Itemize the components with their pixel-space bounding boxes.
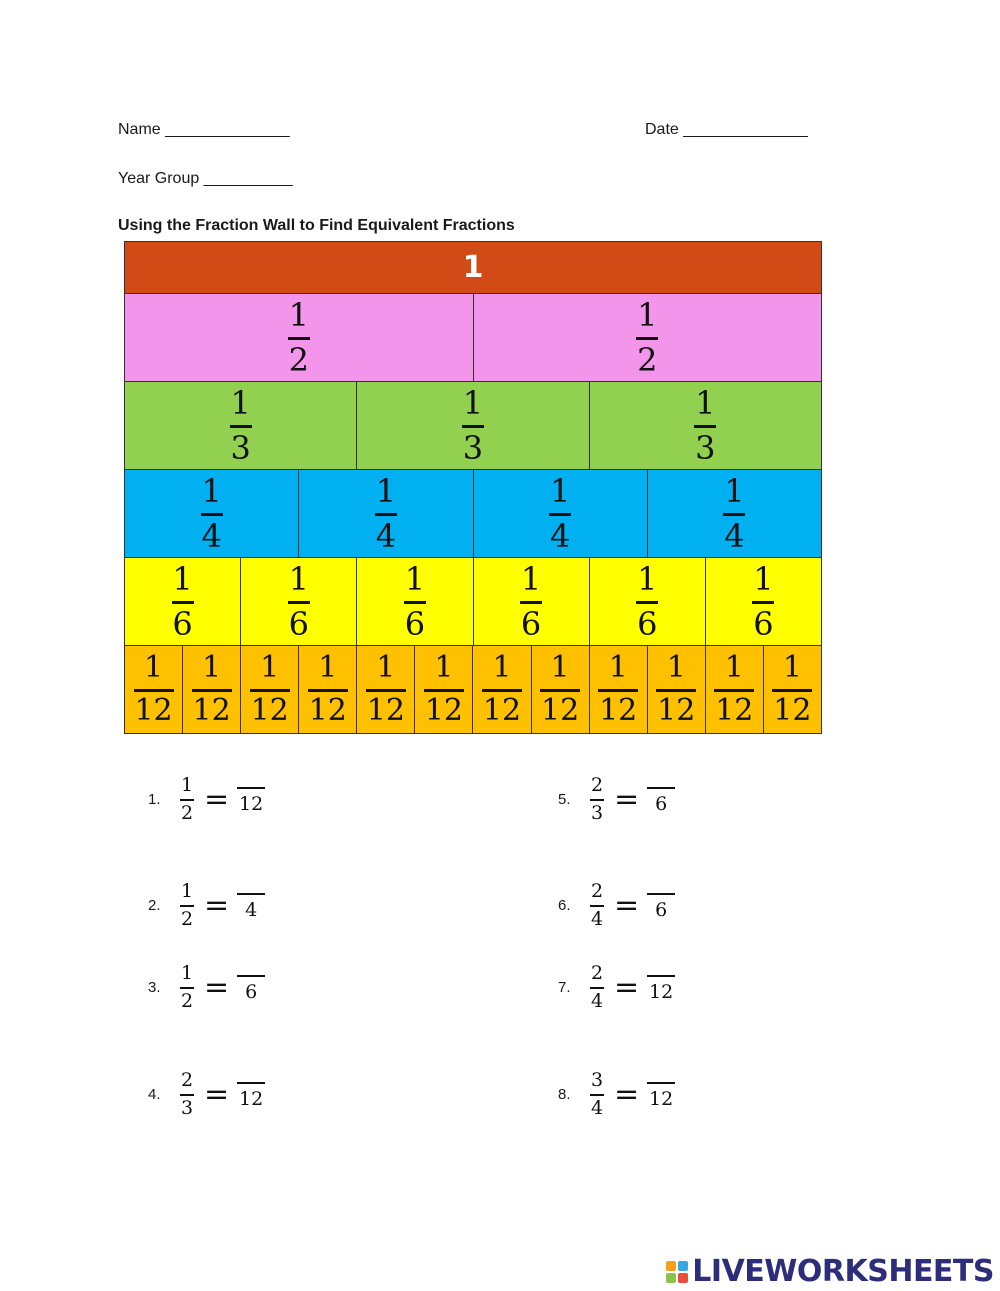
fraction [172,560,194,643]
fraction-wall-cell-1-3 [125,382,357,469]
question-6 [558,882,675,929]
fraction-numerator: 1 [666,650,686,685]
equals-sign: = [204,887,230,923]
fraction [230,384,252,467]
fraction-numerator: 1 [172,560,193,598]
fraction-numerator: 1 [724,472,745,510]
fraction-denominator: 12 [773,693,812,728]
worksheet-title: Using the Fraction Wall to Find Equivalent Fractions [118,217,515,234]
year-group-field-label[interactable]: Year Group __________ [118,170,293,187]
fraction-numerator: 1 [550,650,570,685]
fraction-denominator: 6 [520,605,542,643]
target-denominator: 4 [245,898,258,921]
fraction-bar [230,425,252,428]
fraction [288,296,310,379]
fraction [192,650,232,728]
fraction-numerator: 1 [637,296,658,334]
fraction-wall-cell-1-12 [590,646,648,733]
fraction-numerator: 1 [492,650,512,685]
fraction [723,472,745,555]
answer-blank-line[interactable] [237,787,265,789]
target-denominator: 6 [245,980,258,1003]
fraction-wall-sixths-row [124,558,822,646]
fraction-denominator: 12 [366,693,405,728]
fraction-wall-cell-1-12 [241,646,299,733]
fraction-wall-cell-1-12 [648,646,706,733]
question-8 [558,1071,675,1118]
question-number: 3. [148,978,161,996]
fraction-numerator: 1 [288,296,309,334]
fraction [598,650,638,728]
target-denominator: 12 [649,1087,674,1110]
logo-tile-2 [678,1261,688,1271]
fraction-numerator: 1 [230,384,251,422]
fraction [540,650,580,728]
fraction-numerator: 1 [180,774,194,796]
fraction-numerator: 1 [434,650,454,685]
fraction [250,650,290,728]
fraction-denominator: 4 [590,1096,604,1119]
answer-blank-line[interactable] [237,893,265,895]
fraction-numerator: 1 [520,560,542,598]
fraction [590,776,604,823]
fraction-denominator: 6 [288,605,309,643]
fraction-bar [250,689,290,692]
fraction-denominator: 12 [192,693,231,728]
fraction-numerator: 1 [375,472,397,510]
liveworksheets-brand [666,1254,994,1289]
brand-text: LIVEWORKSHEETS [692,1254,994,1289]
target-denominator: 6 [655,898,668,921]
fraction-denominator: 6 [753,605,774,643]
fraction-bar [308,689,348,692]
fraction-denominator: 12 [308,693,347,728]
fraction-bar [714,689,754,692]
question-number: 7. [558,978,571,996]
fraction-bar [590,799,604,801]
fraction-bar [482,689,522,692]
fraction-bar [590,987,604,989]
answer-blank-line[interactable] [237,1082,265,1084]
fraction-bar [134,689,174,692]
fraction-denominator: 12 [482,693,522,728]
fraction-wall-cell-1-12 [183,646,241,733]
fraction-numerator: 1 [180,962,194,984]
fraction [180,1071,194,1118]
fraction-bar [752,601,774,604]
fraction-denominator: 3 [462,429,484,467]
fraction-numerator: 1 [695,384,716,422]
equals-sign: = [614,887,640,923]
logo-tile-1 [666,1261,676,1271]
fraction-numerator: 1 [462,384,484,422]
fraction-bar [180,799,194,801]
fraction-wall-cell-1-4 [125,470,299,557]
equals-sign: = [204,1076,230,1112]
fraction-wall-cell-1-12 [532,646,590,733]
fraction-denominator: 3 [180,1096,194,1119]
answer-blank-line[interactable] [647,787,675,789]
fraction-denominator: 4 [375,517,397,555]
fraction-denominator: 2 [180,801,194,824]
fraction-numerator: 1 [608,650,628,685]
fraction-denominator: 2 [637,341,658,379]
fraction-bar [549,513,571,516]
fraction-bar [723,513,745,516]
fraction-bar [590,1094,604,1096]
fraction [636,296,658,379]
fraction [694,384,716,467]
fraction [375,472,397,555]
fraction-denominator: 4 [724,517,745,555]
fraction-bar [636,601,658,604]
answer-numerator-blank[interactable] [647,785,675,814]
fraction-wall-whole-row [124,241,822,294]
question-number: 8. [558,1085,571,1103]
target-denominator: 12 [239,1087,264,1110]
question-number: 5. [558,790,571,808]
fraction-wall-cell-1-12 [706,646,764,733]
fraction-wall-cell-1-12 [415,646,473,733]
logo-tile-3 [666,1273,676,1283]
fraction-numerator: 1 [376,650,396,685]
fraction-numerator: 1 [318,650,338,685]
fraction-bar [375,513,397,516]
fraction [482,650,522,728]
answer-numerator-blank[interactable] [237,973,265,1002]
fraction [180,882,194,929]
fraction-bar [288,601,310,604]
fraction-wall-cell-1-6 [706,558,821,645]
fraction-denominator: 4 [201,517,222,555]
fraction-wall-twelfths-row [124,646,822,734]
fraction-numerator: 1 [260,650,280,685]
fraction-bar [201,513,223,516]
fraction-bar [590,905,604,907]
fraction-bar [540,689,580,692]
fraction-bar [520,601,542,604]
equals-sign: = [204,781,230,817]
fraction-wall-halves-row [124,294,822,382]
fraction [714,650,754,728]
question-2 [148,882,265,929]
fraction-wall-cell-1-4 [474,470,648,557]
fraction-wall-cell-1-4 [299,470,473,557]
equals-sign: = [614,1076,640,1112]
answer-numerator-blank[interactable] [647,1080,675,1109]
fraction [656,650,696,728]
target-denominator: 6 [655,792,668,815]
fraction-wall-cell-1-12 [357,646,415,733]
fraction-wall-cell-1-6 [474,558,590,645]
fraction-bar [180,1094,194,1096]
fraction-wall-quarters-row [124,470,822,558]
fraction [590,964,604,1011]
fraction-wall-cell-1-4 [648,470,821,557]
fraction-denominator: 6 [404,605,426,643]
fraction-denominator: 12 [657,693,696,728]
fraction-wall-thirds-row [124,382,822,470]
fraction [404,560,426,643]
fraction-bar [656,689,696,692]
fraction-wall-cell-1-6 [125,558,241,645]
answer-blank-line[interactable] [647,1082,675,1084]
fraction [636,560,658,643]
fraction-denominator: 12 [134,693,173,728]
fraction-wall-cell-1-3 [357,382,589,469]
fraction-denominator: 6 [637,605,658,643]
fraction [772,650,812,728]
fraction-denominator: 12 [599,693,638,728]
fraction-bar [192,689,232,692]
fraction-numerator: 2 [180,1069,194,1091]
fraction [462,384,484,467]
fraction-numerator: 2 [590,774,604,796]
fraction [288,560,310,643]
fraction-wall-cell-1-6 [357,558,473,645]
fraction [590,882,604,929]
fraction-numerator: 1 [201,472,222,510]
fraction-wall-cell-1-6 [241,558,357,645]
fraction-denominator: 2 [288,341,309,379]
fraction [424,650,464,728]
fraction-bar [288,337,310,340]
question-4 [148,1071,265,1118]
fraction-wall-cell-1-2 [474,294,822,381]
fraction-bar [180,987,194,989]
whole-label: 1 [462,250,484,285]
fraction-numerator: 1 [724,650,744,685]
answer-numerator-blank[interactable] [237,785,265,814]
equals-sign: = [614,969,640,1005]
fraction-wall-cell-1-3 [590,382,821,469]
fraction [520,560,542,643]
equals-sign: = [204,969,230,1005]
fraction [134,650,174,728]
fraction-numerator: 1 [549,472,571,510]
fraction-denominator: 4 [590,907,604,930]
fraction-denominator: 3 [695,429,716,467]
fraction-bar [366,689,406,692]
fraction-numerator: 1 [288,560,309,598]
fraction-denominator: 4 [549,517,571,555]
fraction-denominator: 12 [250,693,289,728]
fraction [366,650,406,728]
fraction-numerator: 1 [404,560,426,598]
fraction-numerator: 1 [202,650,222,685]
fraction-denominator: 6 [172,605,193,643]
fraction-denominator: 12 [715,693,754,728]
fraction-bar [636,337,658,340]
fraction [549,472,571,555]
answer-numerator-blank[interactable] [237,1080,265,1109]
question-number: 4. [148,1085,161,1103]
fraction-numerator: 1 [637,560,658,598]
name-field-label[interactable]: Name ______________ [118,121,290,138]
fraction-bar [772,689,812,692]
fraction-bar [694,425,716,428]
question-3 [148,964,265,1011]
logo-tile-4 [678,1273,688,1283]
fraction-denominator: 2 [180,989,194,1012]
fraction [308,650,348,728]
fraction-bar [598,689,638,692]
fraction [752,560,774,643]
fraction-denominator: 3 [590,801,604,824]
fraction-wall-cell-1-12 [764,646,821,733]
fraction-wall-cell-1-2 [125,294,474,381]
fraction [180,964,194,1011]
answer-numerator-blank[interactable] [237,891,265,920]
fraction-numerator: 2 [590,962,604,984]
answer-blank-line[interactable] [237,975,265,977]
question-number: 1. [148,790,161,808]
answer-blank-line[interactable] [647,975,675,977]
answer-numerator-blank[interactable] [647,891,675,920]
fraction [180,776,194,823]
fraction-numerator: 1 [753,560,774,598]
fraction-bar [172,601,194,604]
date-field-label[interactable]: Date ______________ [645,121,808,138]
fraction-numerator: 2 [590,880,604,902]
fraction-numerator: 1 [782,650,802,685]
fraction-wall-whole-bar [125,242,821,293]
fraction-numerator: 1 [143,650,164,685]
question-number: 6. [558,896,571,914]
fraction-wall-cell-1-12 [473,646,531,733]
answer-numerator-blank[interactable] [647,973,675,1002]
fraction-denominator: 12 [540,693,580,728]
target-denominator: 12 [649,980,674,1003]
fraction [590,1071,604,1118]
question-number: 2. [148,896,161,914]
fraction-wall-cell-1-12 [125,646,183,733]
fraction-denominator: 4 [590,989,604,1012]
fraction-denominator: 3 [230,429,251,467]
fraction-numerator: 1 [180,880,194,902]
liveworksheets-logo-icon [666,1261,688,1283]
equals-sign: = [614,781,640,817]
fraction-denominator: 2 [180,907,194,930]
answer-blank-line[interactable] [647,893,675,895]
fraction-wall-cell-1-6 [590,558,706,645]
fraction-numerator: 3 [590,1069,604,1091]
target-denominator: 12 [239,792,264,815]
fraction-bar [404,601,426,604]
question-1 [148,776,265,823]
fraction-wall-cell-1-12 [299,646,357,733]
fraction-bar [424,689,464,692]
fraction-bar [180,905,194,907]
fraction-denominator: 12 [424,693,464,728]
fraction-bar [462,425,484,428]
question-5 [558,776,675,823]
question-7 [558,964,675,1011]
fraction [201,472,223,555]
fraction-wall [124,241,822,734]
